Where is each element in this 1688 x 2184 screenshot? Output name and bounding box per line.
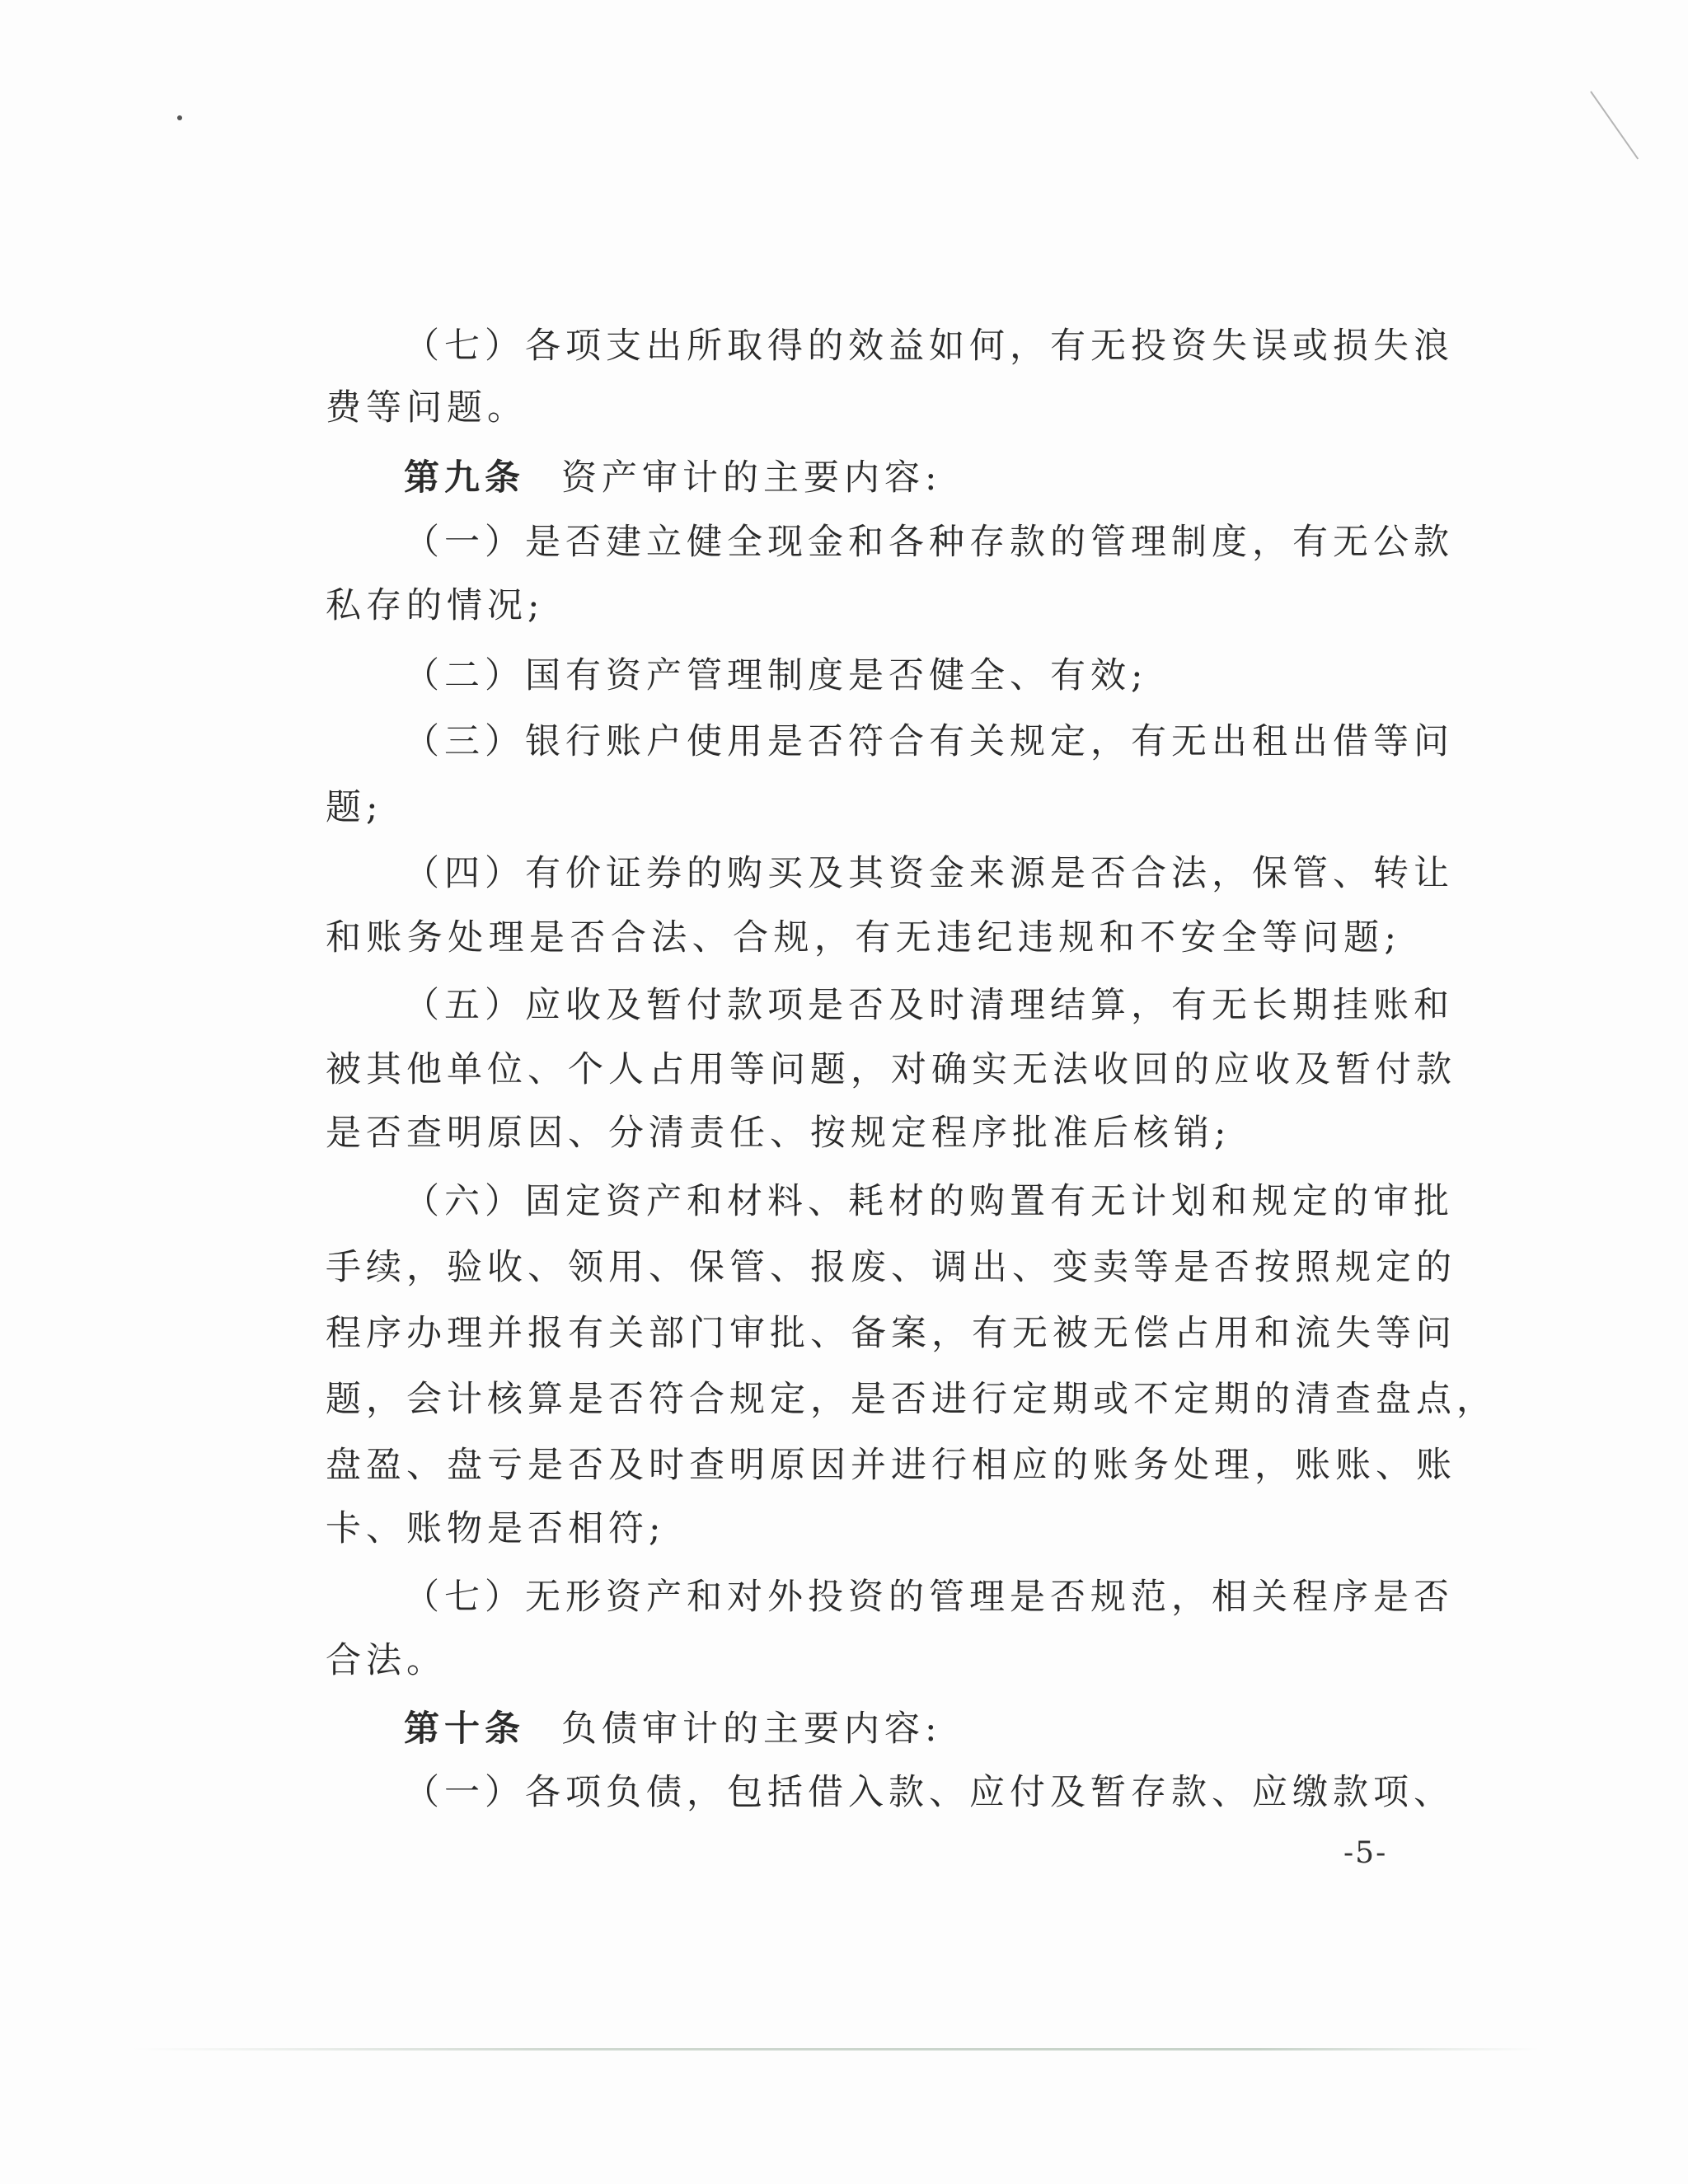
paragraph-line: 题; [326,787,383,828]
paragraph-line: （七）各项支出所取得的效益如何，有无投资失误或损失浪 [404,326,1454,367]
paragraph-line: 私存的情况; [326,585,545,626]
article-nine-heading [404,453,942,503]
paragraph-line: 和账务处理是否合法、合规，有无违纪违规和不安全等问题; [326,917,1401,958]
article-label: 第九条 [404,457,525,499]
article-title: 资产审计的主要内容: [561,457,942,499]
paragraph-line: 合法。 [326,1640,447,1681]
article-title: 负债审计的主要内容: [561,1708,942,1750]
paragraph-line: （二）国有资产管理制度是否健全、有效; [404,655,1148,696]
paragraph-line: （一）是否建立健全现金和各种存款的管理制度，有无公款 [404,522,1454,563]
paragraph-line: 盘盈、盘亏是否及时查明原因并进行相应的账务处理，账账、账 [326,1445,1456,1486]
article-label: 第十条 [404,1708,525,1750]
paragraph-line: 费等问题。 [326,387,528,429]
paragraph-line: 是否查明原因、分清责任、按规定程序批准后核销; [326,1113,1231,1154]
paragraph-line: （三）银行账户使用是否符合有关规定，有无出租出借等问 [404,721,1454,762]
paragraph-line: （七）无形资产和对外投资的管理是否规范，相关程序是否 [404,1577,1454,1618]
paragraph-line: 题，会计核算是否符合规定，是否进行定期或不定期的清查盘点， [326,1379,1497,1420]
paragraph-line: （一）各项负债，包括借入款、应付及暂存款、应缴款项、 [404,1772,1454,1813]
article-ten-heading [404,1704,942,1754]
paragraph-line: （四）有价证券的购买及其资金来源是否合法，保管、转让 [404,853,1454,894]
paragraph-line: （五）应收及暂付款项是否及时清理结算，有无长期挂账和 [404,985,1454,1026]
paragraph-line: 卡、账物是否相符; [326,1508,666,1549]
paragraph-line: 手续，验收、领用、保管、报废、调出、变卖等是否按照规定的 [326,1247,1456,1288]
paragraph-line: 被其他单位、个人占用等问题，对确实无法收回的应收及暂付款 [326,1049,1456,1090]
paragraph-line: （六）固定资产和材料、耗材的购置有无计划和规定的审批 [404,1181,1454,1222]
paragraph-line: 程序办理并报有关部门审批、备案，有无被无偿占用和流失等问 [326,1313,1456,1354]
page-number: -5- [1343,1836,1388,1870]
